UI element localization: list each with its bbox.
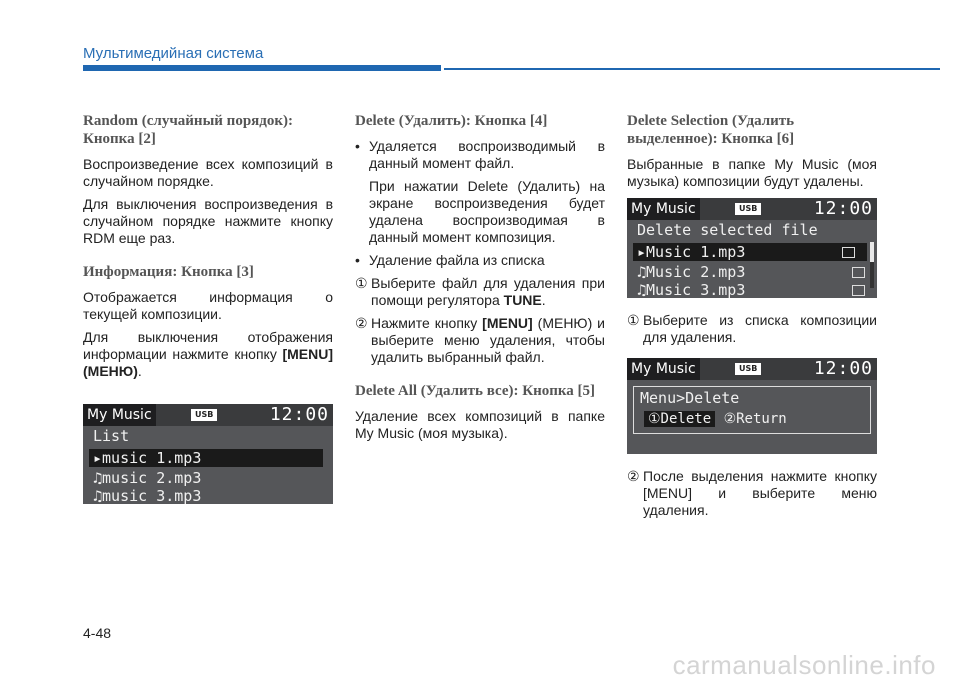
info-heading: Информация: Кнопка [3]	[83, 264, 254, 280]
watermark: carmanualsonline.info	[672, 650, 936, 680]
delete-all-text: Удаление всех композиций в папке My Music (моя музыка).	[355, 408, 605, 441]
step-2: ② После выделения нажмите кнопку [MENU] и выберите меню удаления.	[627, 468, 877, 518]
bullet-dot: •	[355, 252, 360, 268]
menu-key: [MENU] (МЕНЮ)	[83, 346, 333, 379]
column-2	[355, 112, 605, 448]
clock: 12:00	[269, 404, 329, 425]
bullet-item: • Удаляется воспроизводимый в данный момент файл.	[355, 138, 605, 171]
usb-badge: USB	[735, 203, 761, 215]
info-text-1: Отображается информация о текущей композиции.	[83, 289, 333, 322]
menu-path: Menu>Delete	[640, 389, 740, 407]
clock: 12:00	[813, 198, 873, 219]
screen-top-bar	[627, 358, 877, 380]
header-rule-thin	[444, 68, 940, 70]
step-1: ① Выберите файл для удаления при помощи регулятора TUNE.	[355, 275, 605, 308]
bullet-text-2: При нажатии Delete (Удалить) на экране воспроизведения будет удалена воспроизводимая в данный момент композиция.	[369, 178, 605, 245]
play-arrow-icon: ▸	[93, 449, 103, 467]
screen-top-bar	[627, 198, 877, 220]
music-note-icon: ♫	[637, 281, 647, 298]
usb-badge: USB	[191, 409, 217, 421]
app-title: My Music	[627, 198, 700, 220]
music-note-icon: ♫	[93, 469, 103, 487]
music-note-icon: ♫	[93, 487, 103, 504]
delete-heading: Delete (Удалить): Кнопка [4]	[355, 113, 548, 129]
list-item: ♫Music 2.mp3	[627, 263, 877, 281]
checkbox-icon	[842, 247, 855, 258]
app-title: My Music	[627, 358, 700, 380]
random-heading: Random (случайный порядок): Кнопка [2]	[83, 113, 293, 147]
menu-options	[644, 411, 860, 427]
bullet-dot: •	[355, 138, 360, 154]
info-text-2: Для выключения отображения информации нажмите кнопку [MENU] (МЕНЮ).	[83, 329, 333, 379]
scrollbar-thumb	[870, 242, 874, 262]
screen-title: Delete selected file	[637, 221, 818, 239]
scrollbar	[870, 242, 874, 288]
screen-top-bar	[83, 404, 333, 426]
page-number: 4-48	[83, 625, 112, 641]
random-text-1: Воспроизведение всех композиций в случайном порядке.	[83, 156, 333, 189]
list-item: ♫Music 3.mp3	[627, 281, 877, 298]
list-item: ♫music 3.mp3	[93, 487, 202, 504]
random-text-2: Для выключения воспроизведения в случайном порядке нажмите кнопку RDM еще раз.	[83, 196, 333, 246]
tune-key: TUNE	[503, 292, 542, 308]
music-note-icon: ♫	[637, 263, 647, 281]
menu-delete-screen	[627, 358, 877, 454]
section-title: Мультимедийная система	[83, 45, 264, 62]
track-list	[627, 239, 877, 298]
list-item: ▸Music 1.mp3	[633, 243, 867, 261]
menu-key: [MENU]	[482, 315, 533, 331]
step-1: ① Выберите из списка композиции для удаления.	[627, 312, 877, 345]
menu-panel	[633, 386, 871, 434]
list-item: ♫music 2.mp3	[93, 469, 202, 487]
screen-title: List	[93, 427, 130, 445]
clock: 12:00	[813, 358, 873, 379]
delete-selection-heading: Delete Selection (Удалить выделенное): Кнопка [6]	[627, 113, 795, 147]
delete-select-screen	[627, 198, 877, 298]
list-item: ▸music 1.mp3	[89, 449, 323, 467]
header-rule-thick	[83, 65, 441, 71]
column-3	[627, 112, 877, 525]
delete-option: ①Delete	[644, 411, 715, 427]
list-screen	[83, 404, 333, 504]
app-title: My Music	[83, 404, 156, 426]
delete-all-heading: Delete All (Удалить все): Кнопка [5]	[355, 383, 596, 399]
return-option: ②Return	[723, 411, 787, 427]
step-2: ② Нажмите кнопку [MENU] (МЕНЮ) и выберите меню удаления, чтобы удалить выбранный файл.	[355, 315, 605, 365]
checkbox-icon	[852, 267, 865, 278]
delete-selection-text: Выбранные в папке My Music (моя музыка) композиции будут удалены.	[627, 156, 877, 189]
column-1	[83, 112, 333, 518]
checkbox-icon	[852, 285, 865, 296]
track-list	[83, 445, 333, 504]
play-arrow-icon: ▸	[637, 243, 647, 261]
usb-badge: USB	[735, 363, 761, 375]
bullet-item: • Удаление файла из списка	[355, 252, 545, 268]
